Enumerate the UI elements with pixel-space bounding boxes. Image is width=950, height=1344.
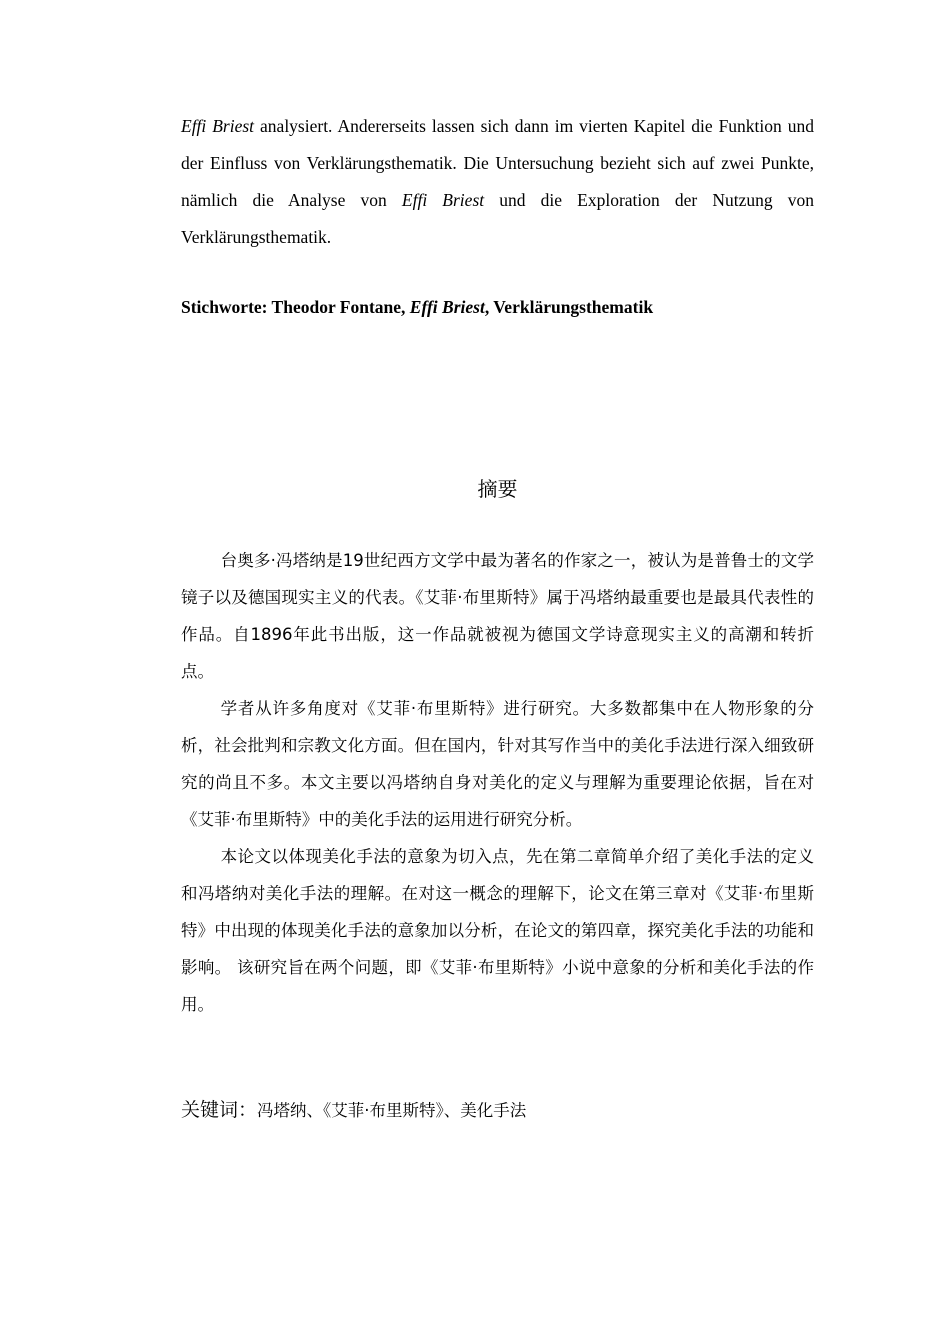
abstract-paragraph-3: 本论文以体现美化手法的意象为切入点，先在第二章简单介绍了美化手法的定义和冯塔纳对美化手法的理解。在对这一概念的理解下，论文在第三章对《艾菲·布里斯特》中出现的体现美化手法的意象加以分析，在论文的第四章，探究美化手法的功能和影响。 该研究旨在两个问题，即《艾菲·布里斯特》小说中意象的分析和美化手法的作用。 bbox=[181, 847, 814, 1014]
book-title: Effi Briest bbox=[409, 297, 485, 317]
abstract-paragraph-2: 学者从许多角度对《艾菲·布里斯特》进行研究。大多数都集中在人物形象的分析，社会批判和宗教文化方面。但在国内，针对其写作当中的美化手法进行深入细致研究的尚且不多。本文主要以冯塔纳自身对美化的定义与理解为重要理论依据，旨在对《艾菲·布里斯特》中的美化手法的运用进行研究分析。 bbox=[181, 699, 814, 829]
book-title: Effi Briest bbox=[401, 190, 485, 210]
chinese-keywords bbox=[181, 1092, 821, 1129]
chinese-abstract-heading: 摘要 bbox=[477, 477, 518, 501]
paragraph-text: und die Exploration der Nutzung von Verklärungsthematik. bbox=[181, 190, 815, 247]
german-keywords bbox=[181, 292, 821, 322]
keywords-list: 冯塔纳、《艾菲·布里斯特》、美化手法 bbox=[257, 1101, 527, 1120]
german-abstract-paragraph bbox=[181, 108, 814, 256]
keywords-label: Stichworte: Theodor Fontane, bbox=[181, 297, 410, 317]
keywords-suffix: , Verklärungsthematik bbox=[484, 297, 654, 317]
book-title: Effi Briest bbox=[181, 116, 255, 136]
keywords-label: 关键词： bbox=[181, 1099, 258, 1121]
chinese-abstract-body bbox=[181, 542, 814, 1023]
paragraph-text: analysiert. Andererseits lassen sich dann im vierten Kapitel die Funktion und der Einfluss von Verklärungsthematik. Die Untersuchung bezieht sich auf zwei Punkte, nämlich die Analyse von bbox=[181, 116, 815, 210]
abstract-paragraph-1: 台奥多·冯塔纳是19世纪西方文学中最为著名的作家之一，被认为是普鲁士的文学镜子以及德国现实主义的代表。《艾菲·布里斯特》属于冯塔纳最重要也是最具代表性的作品。自1896年此书出版，这一作品就被视为德国文学诗意现实主义的高潮和转折点。 bbox=[181, 551, 814, 681]
